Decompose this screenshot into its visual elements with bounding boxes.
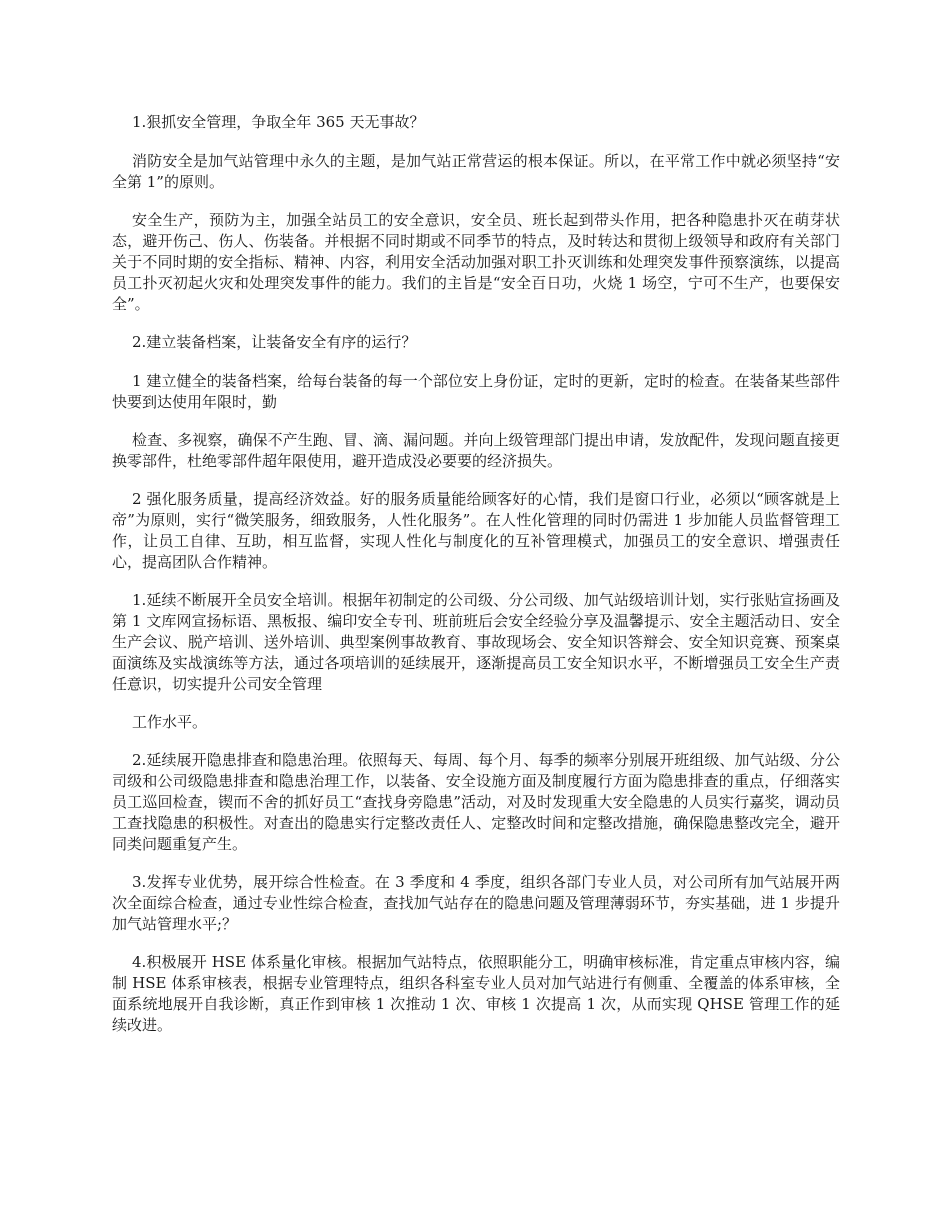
paragraph-fire-safety: 消防安全是加气站管理中永久的主题，是加气站正常营运的根本保证。所以，在平常工作中就必须坚持“安全第 1”的原则。 bbox=[112, 152, 840, 191]
paragraph-equipment-inspection: 检查、多视察，确保不产生跑、冒、滴、漏问题。并向上级管理部门提出申请，发放配件，发现问题直接更换零部件，杜绝零部件超年限使用，避开造成没必要要的经济损失。 bbox=[112, 431, 840, 470]
paragraph-hazard-governance: 2.延续展开隐患排查和隐患治理。依照每天、每周、每个月、每季的频率分别展开班组级、加气站级、分公司级和公司级隐患排查和隐患治理工作，以装备、安全设施方面及制度履行方面为隐患排查的重点，仔细落实员工巡回检查，锲而不舍的抓好员工“查找身旁隐患”活动，对及时发现重大安全隐患的人员实行嘉奖，调动员工查找隐患的积极性。对查出的隐患实行定整改责任人、定整改时间和定整改措施，确保隐患整改完全，避开同类问题重复产生。 bbox=[112, 751, 840, 853]
document-page bbox=[112, 112, 840, 1053]
paragraph-comprehensive-inspection: 3.发挥专业优势，展开综合性检查。在 3 季度和 4 季度，组织各部门专业人员，对公司所有加气站展开两次全面综合检查，通过专业性综合检查，查找加气站存在的隐患问题及管理薄弱环节，夯实基础，进 1 步提升加气站管理水平;？ bbox=[112, 873, 840, 933]
paragraph-equipment-archive: 1 建立健全的装备档案，给每台装备的每一个部位安上身份证，定时的更新，定时的检查。在装备某些部件快要到达使用年限时，勤 bbox=[112, 372, 840, 411]
paragraph-safety-production: 安全生产，预防为主，加强全站员工的安全意识，安全员、班长起到带头作用，把各种隐患扑灭在萌芽状态，避开伤己、伤人、伤装备。并根据不同时期或不同季节的特点，及时转达和贯彻上级领导和政府有关部门关于不同时期的安全指标、精神、内容，利用安全活动加强对职工扑灭训练和处理突发事件预察演练，以提高员工扑灭初起火灾和处理突发事件的能力。我们的主旨是“安全百日功，火烧 1 场空，宁可不生产，也要保安全”。 bbox=[112, 211, 840, 313]
paragraph-service-quality: 2 强化服务质量，提高经济效益。好的服务质量能给顾客好的心情，我们是窗口行业，必须以“顾客就是上帝”为原则，实行“微笑服务，细致服务，人性化服务”。在人性化管理的同时仍需进 1 步加能人员监督管理工作，让员工自律、互助，相互监督，实现人性化与制度化的互补管理模式，加强员工的安全意识、增强责任心，提高团队合作精神。 bbox=[112, 490, 840, 571]
paragraph-work-level: 工作水平。 bbox=[132, 713, 208, 731]
paragraph-hse-audit: 4.积极展开 HSE 体系量化审核。根据加气站特点，依照职能分工，明确审核标准，肯定重点审核内容，编制 HSE 体系审核表，根据专业管理特点，组织各科室专业人员对加气站进行有侧重、全覆盖的体系审核，全面系统地展开自我诊断，真正作到审核 1 次推动 1 次、审核 1 次提高 1 次，从而实现 QHSE 管理工作的延续改进。 bbox=[112, 953, 840, 1034]
section-heading-2: 2.建立装备档案，让装备安全有序的运行？ bbox=[132, 333, 417, 351]
section-heading-1: 1.狠抓安全管理，争取全年 365 天无事故？ bbox=[132, 113, 425, 131]
paragraph-safety-training: 1.延续不断展开全员安全培训。根据年初制定的公司级、分公司级、加气站级培训计划，实行张贴宣扬画及第 1 文库网宣扬标语、黑板报、编印安全专刊、班前班后会安全经验分享及温馨提示、安全主题活动日、安全生产会议、脱产培训、送外培训、典型案例事故教育、事故现场会、安全知识答辩会、安全知识竞赛、预案桌面演练及实战演练等方法，通过各项培训的延续展开，逐渐提高员工安全知识水平，不断增强员工安全生产责任意识，切实提升公司安全管理 bbox=[112, 591, 840, 693]
